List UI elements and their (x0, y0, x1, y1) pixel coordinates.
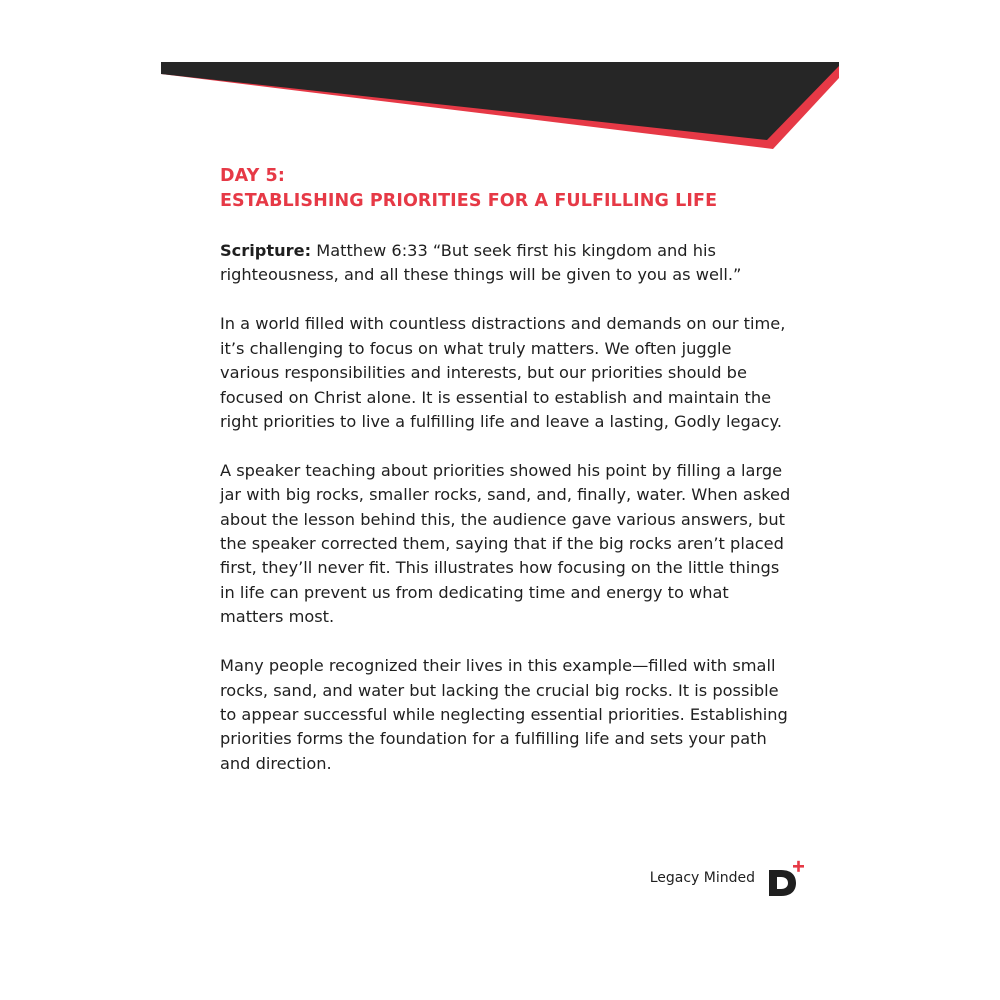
document-page (161, 62, 839, 938)
title-day-label: DAY 5: (220, 166, 285, 186)
page-footer (650, 858, 805, 898)
page-title (220, 164, 795, 214)
body-paragraph-2: A speaker teaching about priorities showed his point by filling a large jar with big rocks, smaller rocks, sand, and, finally, water. When asked about the lesson behind this, the audience gave various answers, but the speaker corrected them, saying that if the big rocks aren’t placed first, they’ll never fit. This illustrates how focusing on the little things in life can prevent us from dedicating time and energy to what matters most. (220, 460, 791, 627)
scripture-text: Matthew 6:33 “But seek first his kingdom and his righteousness, and all these things will be given to you as well.” (220, 241, 742, 285)
content-area (220, 164, 795, 776)
scripture-paragraph (220, 239, 795, 288)
d-plus-logo-icon (765, 858, 805, 898)
header-banner (161, 62, 839, 152)
header-dark-band (161, 62, 839, 140)
body-paragraph-3: Many people recognized their lives in this example—filled with small rocks, sand, and water but lacking the crucial big rocks. It is possible to appear successful while neglecting essential priorities. Establishing priorities forms the foundation for a fulfilling life and sets your path and direction. (220, 656, 788, 773)
title-heading: ESTABLISHING PRIORITIES FOR A FULFILLING LIFE (220, 191, 718, 211)
body-paragraph-1: In a world filled with countless distractions and demands on our time, it’s challenging to focus on what truly matters. We often juggle various responsibilities and interests, but our priorities should be focused on Christ alone. It is essential to establish and maintain the right priorities to live a fulfilling life and leave a lasting, Godly legacy. (220, 314, 786, 431)
scripture-label: Scripture: (220, 241, 312, 260)
footer-brand-text: Legacy Minded (649, 870, 755, 886)
